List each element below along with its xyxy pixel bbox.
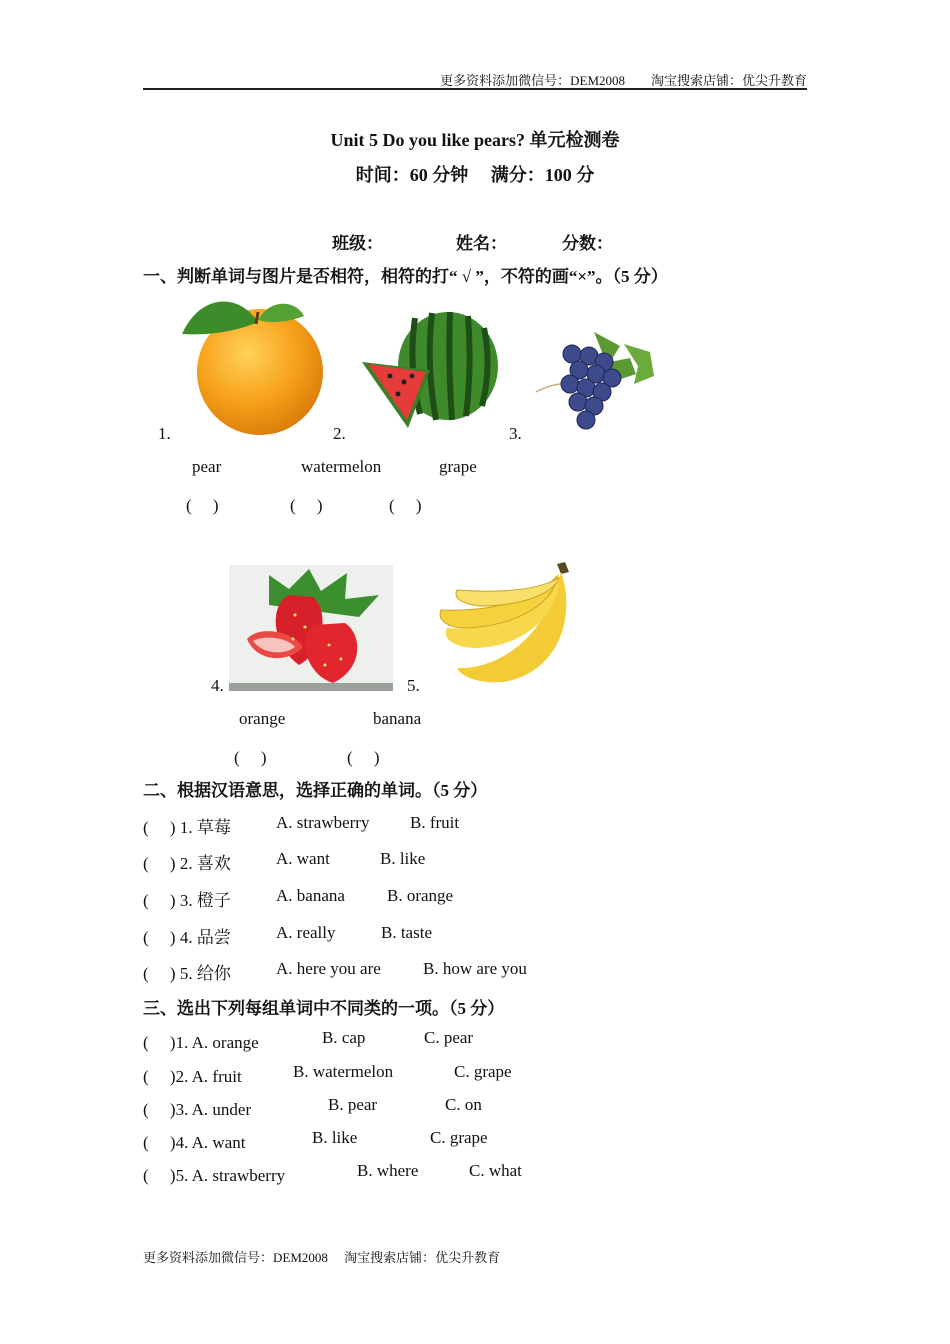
s3-q1-option-b: B. cap	[322, 1028, 366, 1047]
item1-number: 1.	[158, 424, 171, 443]
page-footer: 更多资料添加微信号：DEM2008 淘宝搜索店铺：优尖升教育	[143, 1250, 501, 1265]
page-header: 更多资料添加微信号：DEM2008 淘宝搜索店铺：优尖升教育	[440, 73, 807, 88]
s3-q2-option-b: B. watermelon	[293, 1062, 394, 1081]
s3-q2-option-c: C. grape	[454, 1062, 512, 1081]
s3-q1-prompt[interactable]: ( )1. A. orange	[143, 1033, 259, 1052]
s2-q1-option-b: B. fruit	[410, 813, 460, 832]
s3-q4-option-b: B. like	[312, 1128, 358, 1147]
item1-answer-blank[interactable]: ( )	[186, 496, 219, 515]
s3-q5-option-c: C. what	[469, 1161, 522, 1180]
item5-word: banana	[373, 709, 422, 728]
strawberry-image	[229, 565, 393, 691]
s2-q3-option-a: A. banana	[276, 886, 345, 905]
header-rule	[143, 88, 807, 90]
s3-q3-prompt[interactable]: ( )3. A. under	[143, 1100, 252, 1119]
s3-q5-prompt[interactable]: ( )5. A. strawberry	[143, 1166, 286, 1185]
item5-number: 5.	[407, 676, 420, 695]
s2-q5-option-b: B. how are you	[423, 959, 527, 978]
item2-answer-blank[interactable]: ( )	[290, 496, 323, 515]
s2-q2-option-a: A. want	[276, 849, 330, 868]
grapes-image	[534, 322, 659, 432]
class-label: 班级：	[332, 234, 383, 253]
section1-heading: 一、判断单词与图片是否相符，相符的打“ √ ”，不符的画“×”。（5 分）	[143, 267, 668, 286]
s2-q3-option-b: B. orange	[387, 886, 454, 905]
s3-q4-option-c: C. grape	[430, 1128, 488, 1147]
name-label: 姓名：	[456, 234, 507, 253]
item3-word: grape	[439, 457, 477, 476]
s2-q4-prompt[interactable]: ( ) 4. 品尝	[143, 928, 231, 947]
s2-q5-option-a: A. here you are	[276, 959, 381, 978]
page-title: Unit 5 Do you like pears? 单元检测卷	[330, 130, 620, 150]
s3-q2-prompt[interactable]: ( )2. A. fruit	[143, 1067, 242, 1086]
s2-q1-option-a: A. strawberry	[276, 813, 370, 832]
item4-number: 4.	[211, 676, 224, 695]
s2-q1-prompt[interactable]: ( ) 1. 草莓	[143, 818, 231, 837]
item5-answer-blank[interactable]: ( )	[347, 748, 380, 767]
page-subtitle: 时间：60 分钟 满分：100 分	[355, 165, 595, 185]
s2-q2-option-b: B. like	[380, 849, 426, 868]
s2-q4-option-a: A. really	[276, 923, 336, 942]
s2-q2-prompt[interactable]: ( ) 2. 喜欢	[143, 854, 231, 873]
score-label: 分数：	[562, 234, 613, 253]
s3-q1-option-c: C. pear	[424, 1028, 474, 1047]
item2-number: 2.	[333, 424, 346, 443]
orange-image	[178, 294, 328, 434]
section3-heading: 三、选出下列每组单词中不同类的一项。（5 分）	[143, 999, 505, 1018]
item3-number: 3.	[509, 424, 522, 443]
section2-heading: 二、根据汉语意思，选择正确的单词。（5 分）	[143, 781, 488, 800]
s2-q3-prompt[interactable]: ( ) 3. 橙子	[143, 891, 231, 910]
item3-answer-blank[interactable]: ( )	[389, 496, 422, 515]
item2-word: watermelon	[301, 457, 382, 476]
item1-word: pear	[192, 457, 222, 476]
s3-q3-option-c: C. on	[445, 1095, 482, 1114]
watermelon-image	[360, 310, 500, 432]
s3-q5-option-b: B. where	[357, 1161, 419, 1180]
banana-image	[437, 558, 573, 688]
item4-answer-blank[interactable]: ( )	[234, 748, 267, 767]
s2-q5-prompt[interactable]: ( ) 5. 给你	[143, 964, 231, 983]
s2-q4-option-b: B. taste	[381, 923, 432, 942]
item4-word: orange	[239, 709, 286, 728]
s3-q4-prompt[interactable]: ( )4. A. want	[143, 1133, 246, 1152]
s3-q3-option-b: B. pear	[328, 1095, 378, 1114]
